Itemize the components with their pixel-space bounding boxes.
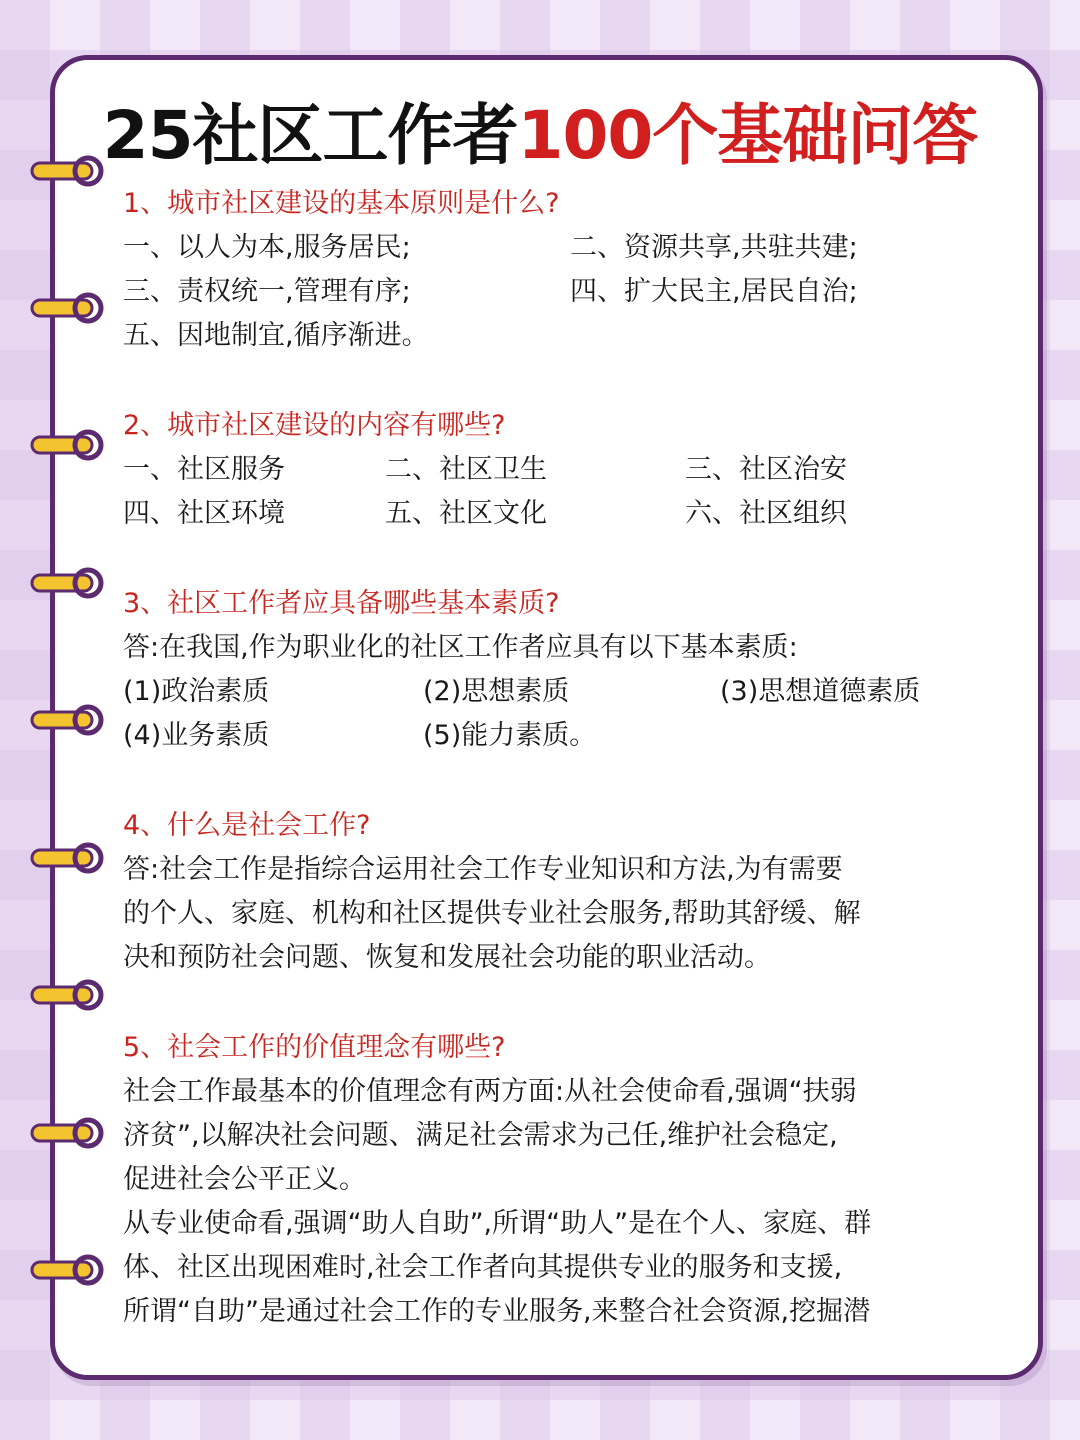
answer-line: 决和预防社会问题、恢复和发展社会功能的职业活动。 [123,942,771,973]
binder-ring-icon [30,1253,106,1287]
answer-item: 一、社区服务 [123,454,285,485]
answer-item: (5)能力素质。 [423,720,597,751]
answer-line: 促进社会公平正义。 [123,1164,366,1195]
answer-intro: 答:在我国,作为职业化的社区工作者应具有以下基本素质: [123,632,798,663]
answer-row [123,270,1023,314]
title-black-part: 25社区工作者 [102,97,518,174]
answer-line: 体、社区出现困难时,社会工作者向其提供专业的服务和支援, [123,1252,843,1283]
binder-ring-icon [30,703,106,737]
question-heading: 5、社会工作的价值理念有哪些? [123,1032,506,1063]
answer-item: 三、社区治安 [685,454,847,485]
answer-item: (1)政治素质 [123,676,270,707]
answer-item: 三、责权统一,管理有序; [123,276,411,307]
binder-ring-icon [30,841,106,875]
answer-item: (4)业务素质 [123,720,270,751]
answer-item: 四、扩大民主,居民自治; [570,276,858,307]
answer-line: 的个人、家庭、机构和社区提供专业社会服务,帮助其舒缓、解 [123,898,861,929]
answer-line: 从专业使命看,强调“助人自助”,所谓“助人”是在个人、家庭、群 [123,1208,872,1239]
answer-item: 四、社区环境 [123,498,285,529]
answer-item: (3)思想道德素质 [720,676,921,707]
binder-ring-icon [30,428,106,462]
qa-content [123,182,1023,1380]
qa-section-5 [123,1026,1023,1334]
answer-item: 五、因地制宜,循序渐进。 [123,320,429,351]
answer-item: (2)思想素质 [423,676,570,707]
title-red-part: 100个基础问答 [517,97,978,174]
binder-ring-icon [30,978,106,1012]
answer-line: 答:社会工作是指综合运用社会工作专业知识和方法,为有需要 [123,854,843,885]
answer-row [123,714,1023,758]
binder-ring-icon [30,566,106,600]
answer-item: 二、社区卫生 [385,454,547,485]
question-heading: 4、什么是社会工作? [123,810,371,841]
answer-item: 六、社区组织 [685,498,847,529]
question-heading: 2、城市社区建设的内容有哪些? [123,410,506,441]
binder-ring-icon [30,1116,106,1150]
page-title [0,82,1080,177]
answer-row [123,492,1023,536]
qa-section-1 [123,182,1023,358]
answer-item: 二、资源共享,共驻共建; [570,232,858,263]
answer-row [123,448,1023,492]
answer-line: 社会工作最基本的价值理念有两方面:从社会使命看,强调“扶弱 [123,1076,857,1107]
answer-row [123,226,1023,270]
question-heading: 3、社区工作者应具备哪些基本素质? [123,588,560,619]
answer-row [123,314,1023,358]
answer-line: 所谓“自助”是通过社会工作的专业服务,来整合社会资源,挖掘潜 [123,1296,871,1327]
answer-row [123,670,1023,714]
qa-section-2 [123,404,1023,536]
binder-ring-icon [30,291,106,325]
answer-item: 一、以人为本,服务居民; [123,232,411,263]
question-heading: 1、城市社区建设的基本原则是什么? [123,188,560,219]
answer-line: 济贫”,以解决社会问题、满足社会需求为己任,维护社会稳定, [123,1120,838,1151]
qa-section-3 [123,582,1023,758]
answer-item: 五、社区文化 [385,498,547,529]
qa-section-4 [123,804,1023,980]
